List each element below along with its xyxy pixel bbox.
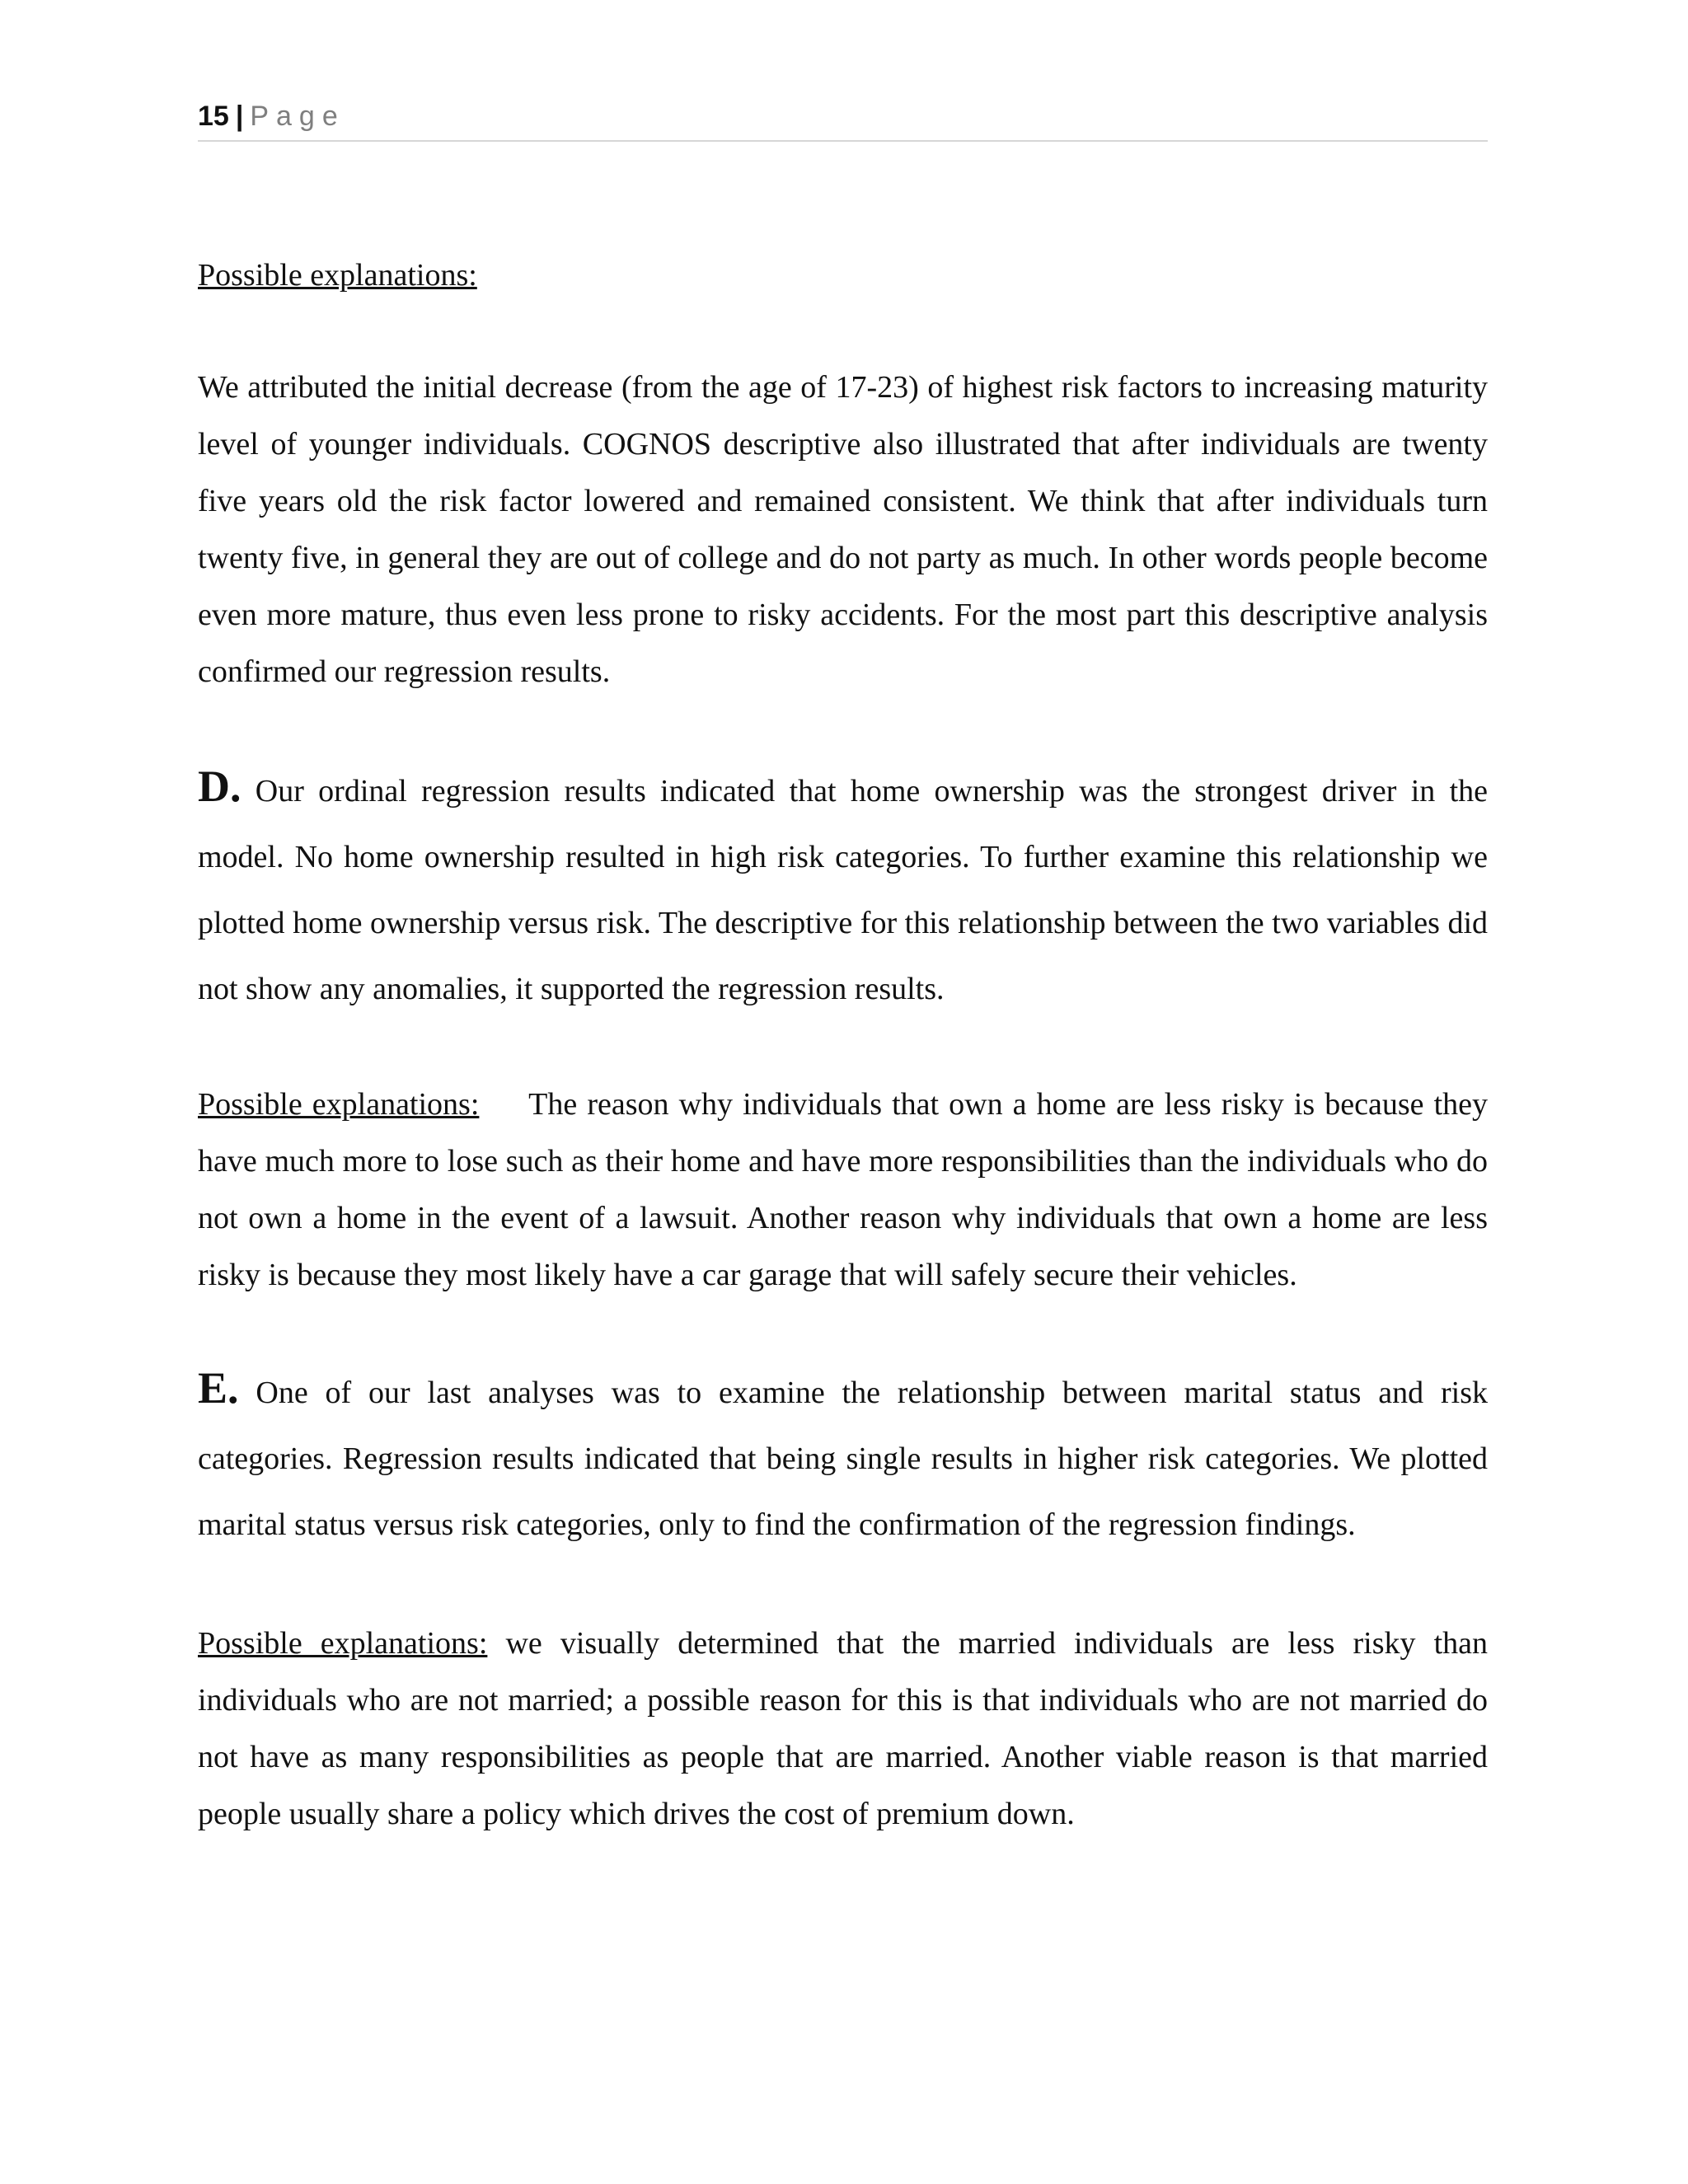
page-header: [198, 97, 1488, 142]
section-e: [198, 1360, 1488, 1558]
section-d-letter: D.: [198, 762, 241, 811]
page-number: 15: [198, 101, 229, 132]
section-d: [198, 758, 1488, 1022]
section-e-letter: E.: [198, 1363, 239, 1413]
marital-explanations-text: we visually determined that the married individuals are less risky than individuals who are not married; a possible reason for this is that individuals who are not married do not have as many responsibilities as people that are married. Another viable reason is that married people usually share a policy which drives the cost of premium down.: [198, 1626, 1489, 1831]
section-heading-explanations-1: [198, 247, 1488, 304]
page-label: Page: [250, 101, 345, 132]
explanations-heading: Possible explanations:: [198, 1087, 480, 1122]
section-e-text: One of our last analyses was to examine the relationship between marital status and risk categories. Regression results indicated that being single results in higher risk categories. We plotted marital status versus risk categories, only to find the confirmation of the regression findings.: [198, 1376, 1488, 1542]
page-body: [198, 247, 1488, 1843]
paragraph-marital-explanations: [198, 1615, 1488, 1843]
paragraph-home-explanations: [198, 1076, 1488, 1304]
home-explanations-text: The reason why individuals that own a home are less risky is because they have much more to lose such as their home and have more responsibilities than the individuals who do not own a home in the event of a lawsuit. Another reason why individuals that own a home are less risky is because they most likely have a car garage that will safely secure their vehicles.: [198, 1087, 1488, 1292]
explanations-heading: Possible explanations:: [198, 1626, 488, 1661]
paragraph-age-analysis: We attributed the initial decrease (from the age of 17-23) of highest risk factors to increasing maturity level of younger individuals. COGNOS descriptive also illustrated that after individuals are twenty five years old the risk factor lowered and remained consistent. We think that after individuals turn twenty five, in general they are out of college and do not party as much. In other words people become even more mature, thus even less prone to risky accidents. For the most part this descriptive analysis confirmed our regression results.: [198, 370, 1488, 689]
header-separator: |: [235, 101, 244, 132]
section-d-text: Our ordinal regression results indicated that home ownership was the strongest driver in the model. No home ownership resulted in high risk categories. To further examine this relationship we plotted home ownership versus risk. The descriptive for this relationship between the two variables did not show any anomalies, it supported the regression results.: [198, 774, 1488, 1006]
explanations-heading: Possible explanations:: [198, 258, 477, 293]
